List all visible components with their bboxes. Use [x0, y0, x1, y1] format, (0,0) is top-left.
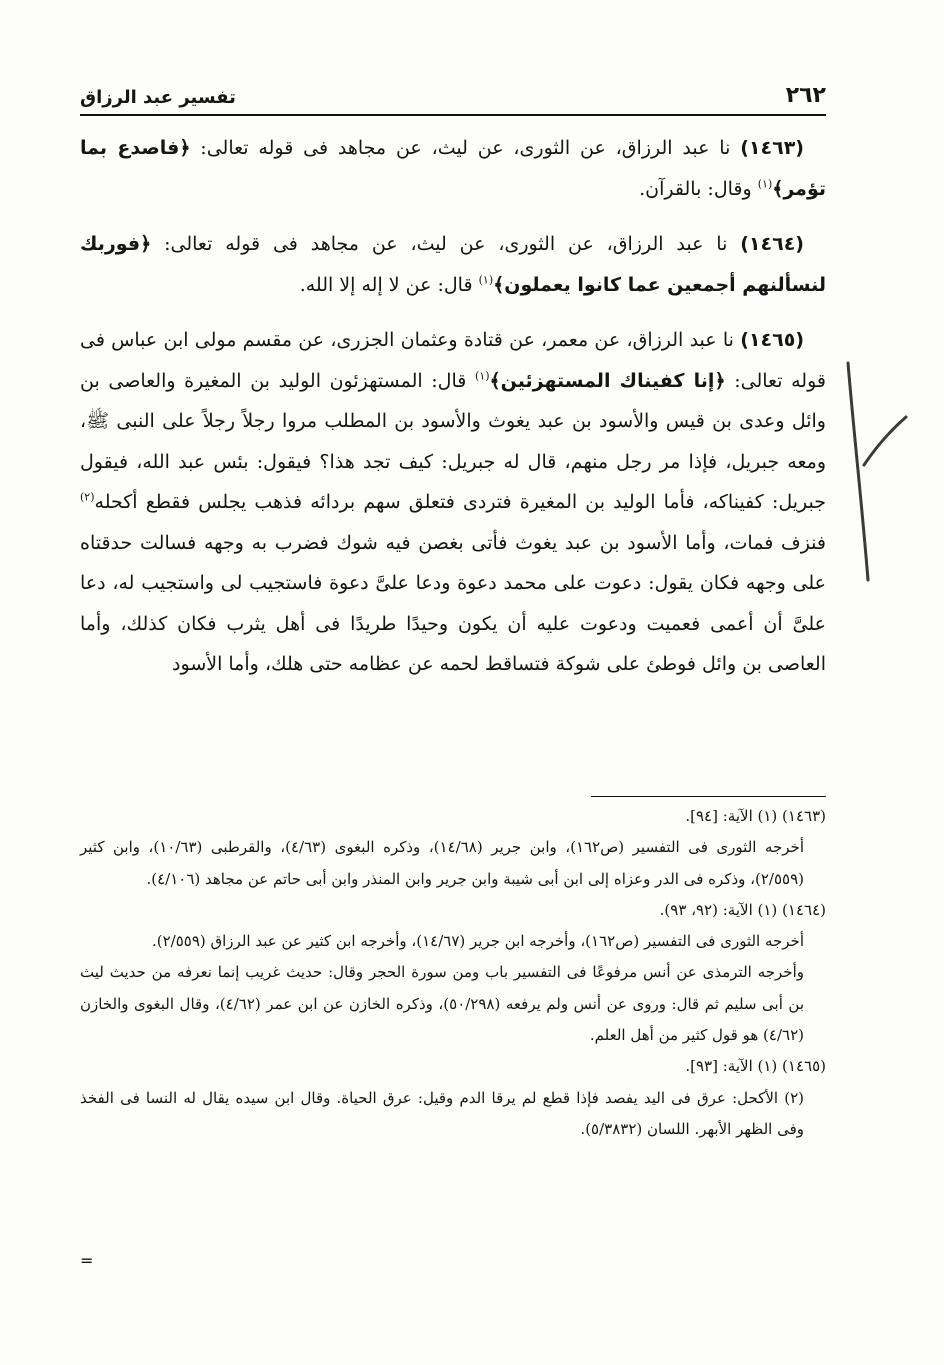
continuation-mark: =: [80, 1251, 94, 1270]
entry-number: (١٤٦٥): [740, 329, 804, 351]
footnote-heading: (١٤٦٥) (١) الآية: [٩٣].: [685, 1057, 826, 1076]
entry-1463: [80, 128, 826, 209]
entry-1465: [80, 320, 826, 685]
quran-verse: ﴿إنا كفيناك المستهزئين﴾: [489, 369, 726, 392]
footnote-ref: (١): [474, 369, 490, 383]
entry-text: قال: المستهزئون الوليد بن المغيرة والعاصى بن وائل وعدى بن قيس والأسود بن عبد يغوث والأسود بن المطلب مروا رجلاً رجلاً على النبى ﷺ، ومعه جبريل، فإذا مر رجل منهم، قال له جبريل: كيف تجد هذا؟ فيقول: بئس عبد الله، فيقول جبريل: كفيناكه، فأما الوليد بن المغيرة فتردى فتعلق سهم بردائه فذهب يجلس فقطع أكحله: [80, 369, 826, 513]
main-text: [80, 128, 826, 700]
entry-text: نا عبد الرزاق، عن الثورى، عن ليث، عن مجاهد فى قوله تعالى:: [200, 137, 741, 159]
entry-1464: [80, 224, 826, 305]
footnotes: [80, 796, 826, 1145]
footnote-text: وأخرجه الترمذى عن أنس مرفوعًا فى التفسير باب ومن سورة الحجر وقال: حديث غريب إنما نعرفه من حديث ليث بن أبى سليم ثم قال: وروى عن أنس ولم يرفعه (٥٠/٢٩٨)، وذكره الخازن عن ابن عمر (٤/٦٢)، وقال البغوى والخازن (٤/٦٢) هو قول كثير من أهل العلم.: [80, 963, 805, 1045]
entry-text: وقال: بالقرآن.: [639, 177, 758, 200]
entry-text: نا عبد الرزاق، عن الثورى، عن ليث، عن مجاهد فى قوله تعالى:: [164, 233, 741, 255]
quran-verse: ﴿فوربك لنسألنهم أجمعين عما كانوا يعملون﴾: [80, 233, 826, 296]
entry-number: (١٤٦٣): [740, 137, 804, 159]
entry-text: نا عبد الرزاق، عن معمر، عن قتادة وعثمان الجزرى، عن مقسم مولى ابن عباس فى قوله تعالى:: [80, 329, 826, 392]
running-header: [80, 72, 826, 116]
footnote-ref: (١): [478, 273, 494, 287]
quran-verse: ﴿فاصدع بما تؤمر﴾: [80, 137, 826, 200]
entry-text: قال: عن لا إله إلا الله.: [299, 273, 479, 296]
footnote-ref: (١): [757, 177, 773, 191]
entry-text: فنزف فمات، وأما الأسود بن عبد يغوث فأتى بغصن فيه شوك فضرب به وجهه فسالت حدقتاه على وجهه فكان يقول: دعوت على محمد دعوة ودعا علىَّ دعوة فاستجيب لى واستجيب له، دعا علىَّ أن أعمى فعميت ودعوت عليه أن يكون وحيدًا طريدًا فى أهل يثرب فكان كذلك، وأما العاصى بن وائل فوطئ على شوكة فتساقط لحمه عن عظامه حتى هلك، وأما الأسود: [80, 531, 826, 675]
footnote-text: أخرجه الثورى فى التفسير (ص١٦٢)، وابن جرير (١٤/٦٨)، وذكره البغوى (٤/٦٣)، والقرطبى (١٠/٦٣)، وابن كثير (٢/٥٥٩)، وذكره فى الدر وعزاه إلى ابن أبى شيبة وابن جرير وابن المنذر وابن أبى حاتم عن مجاهد (٤/١٠٦).: [80, 838, 804, 888]
entry-number: (١٤٦٤): [740, 233, 804, 255]
book-title: تفسير عبد الرزاق: [80, 87, 236, 108]
footnote-rule: [591, 796, 826, 797]
footnote-text: (٢) الأكحل: عرق فى اليد يفصد فإذا قطع لم يرقا الدم وقيل: عرق الحياة. وقال ابن سيده يقال له النسا فى الفخذ وفى الظهر الأبهر. اللسان (٥/٣٨٣٢).: [80, 1088, 804, 1138]
pencil-margin-mark: [840, 355, 910, 585]
page-number: ٢٦٢: [785, 83, 826, 108]
footnote-heading: (١٤٦٤) (١) الآية: (٩٢، ٩٣).: [659, 900, 826, 919]
footnote-ref: (٢): [80, 490, 95, 504]
footnote-heading: (١٤٦٣) (١) الآية: [٩٤].: [685, 807, 826, 825]
footnote-text: أخرجه الثورى فى التفسير (ص١٦٢)، وأخرجه ابن جرير (١٤/٦٧)، وأخرجه ابن كثير عن عبد الرزاق (٢/٥٥٩).: [151, 932, 804, 951]
